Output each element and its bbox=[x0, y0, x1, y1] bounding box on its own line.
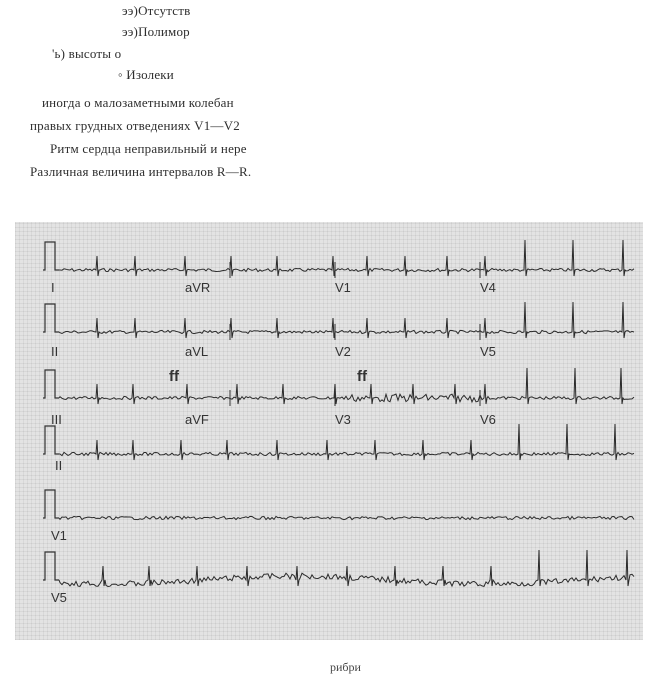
calibration-pulse bbox=[43, 304, 59, 332]
calibration-pulse bbox=[43, 242, 59, 270]
text-line: иногда о малозаметными колебан bbox=[42, 95, 234, 110]
lead-label: I bbox=[51, 280, 55, 295]
figure-caption: рибри bbox=[330, 660, 361, 674]
calibration-pulse bbox=[43, 552, 59, 580]
ecg-trace bbox=[59, 240, 634, 276]
ecg-trace bbox=[59, 550, 634, 587]
ecg-panel bbox=[15, 222, 643, 640]
ecg-traces bbox=[15, 222, 643, 640]
calibration-pulse bbox=[43, 370, 59, 398]
calibration-pulse bbox=[43, 490, 59, 518]
lead-label: V5 bbox=[480, 344, 496, 359]
ff-annotation: ff bbox=[169, 368, 179, 385]
lead-label: aVF bbox=[185, 412, 209, 427]
lead-label: II bbox=[51, 344, 59, 359]
ecg-trace bbox=[59, 368, 634, 404]
lead-label: II bbox=[55, 458, 63, 473]
text-line: ээ)Полимор bbox=[122, 24, 190, 39]
lead-label: V3 bbox=[335, 412, 351, 427]
lead-label: III bbox=[51, 412, 62, 427]
text-line: ээ)Отсутств bbox=[122, 3, 191, 18]
calibration-pulse bbox=[43, 426, 59, 454]
ecg-trace bbox=[59, 424, 634, 460]
lead-label: V1 bbox=[335, 280, 351, 295]
lead-label: V5 bbox=[51, 590, 67, 605]
text-line: ◦ Изолеки bbox=[118, 67, 174, 82]
lead-label: V4 bbox=[480, 280, 496, 295]
ecg-trace bbox=[59, 302, 634, 338]
ff-annotation: ff bbox=[357, 368, 367, 385]
text-line: правых грудных отведениях V1—V2 bbox=[30, 118, 240, 133]
lead-label: V2 bbox=[335, 344, 351, 359]
lead-label: aVL bbox=[185, 344, 209, 359]
lead-label: V6 bbox=[480, 412, 496, 427]
text-line: Ритм сердца неправильный и нере bbox=[50, 141, 247, 156]
lead-label: aVR bbox=[185, 280, 211, 295]
text-line: 'ь) высоты о bbox=[52, 46, 122, 61]
text-line: Различная величина интервалов R—R. bbox=[30, 164, 252, 179]
lead-label: V1 bbox=[51, 528, 67, 543]
ecg-trace bbox=[59, 516, 634, 519]
